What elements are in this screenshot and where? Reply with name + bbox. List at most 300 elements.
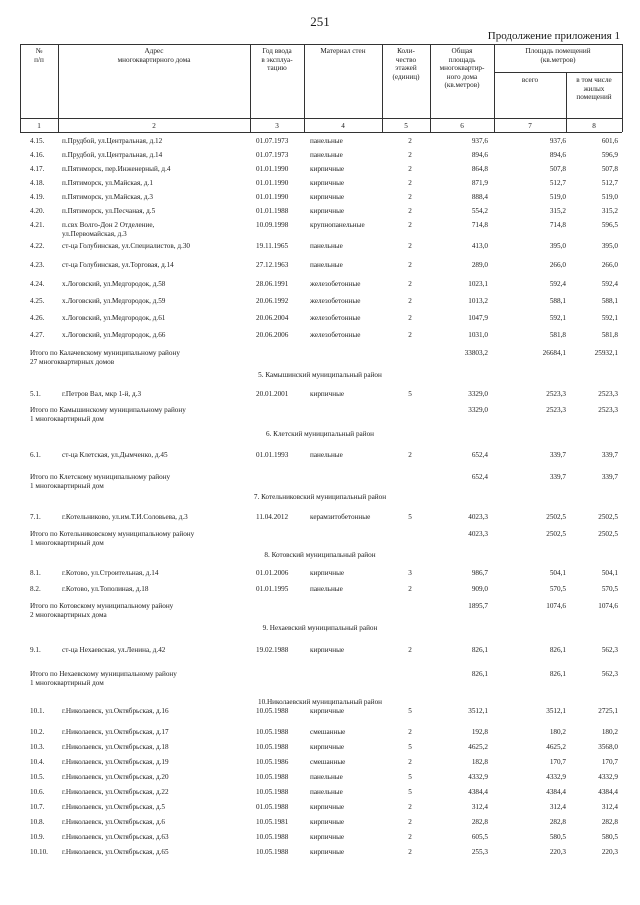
col-border <box>622 44 623 132</box>
total-premises-living: 339,7 <box>601 473 618 481</box>
row-premises-living: 4332,9 <box>598 773 618 781</box>
row-floors: 2 <box>408 728 412 736</box>
row-premises-living: 180,2 <box>601 728 618 736</box>
row-number: 10.7. <box>30 803 45 811</box>
table-row <box>0 743 640 755</box>
row-number: 4.25. <box>30 297 45 305</box>
row-premises-living: 592,4 <box>601 280 618 288</box>
header-year: Год ввода в эксплуа- тацию <box>261 47 293 73</box>
row-premises-all: 220,3 <box>549 848 566 856</box>
premises-sub-rule <box>494 72 622 73</box>
table-row <box>0 818 640 830</box>
column-number: 8 <box>592 122 596 130</box>
row-address: п.свх Волго-Дон 2 Отделение, <box>62 221 155 229</box>
total-premises-all: 826,1 <box>549 670 566 678</box>
row-number: 10.10. <box>30 848 48 856</box>
row-floors: 2 <box>408 803 412 811</box>
district-total-label: Итого по Нехаевскому муниципальному району 1 многоквартирный дом <box>30 670 177 687</box>
row-address: ст-ца Голубинская, ул.Торговая, д.14 <box>62 261 174 269</box>
row-number: 6.1. <box>30 451 41 459</box>
row-address: п.Прудбой, ул.Центральная, д.12 <box>62 137 163 145</box>
row-premises-living: 2725,1 <box>598 707 618 715</box>
row-address: г.Николаевск, ул.Октябрьская, д.17 <box>62 728 169 736</box>
row-year: 10.05.1988 <box>256 707 289 715</box>
row-year: 01.01.1990 <box>256 193 289 201</box>
row-year: 01.07.1973 <box>256 137 289 145</box>
table-row <box>0 585 640 597</box>
total-premises-living: 25932,1 <box>594 349 618 357</box>
row-number: 10.3. <box>30 743 45 751</box>
row-year: 01.07.1973 <box>256 151 289 159</box>
table-row <box>0 451 640 463</box>
row-floors: 2 <box>408 314 412 322</box>
row-material: кирпичные <box>310 207 345 215</box>
row-premises-all: 826,1 <box>549 646 566 654</box>
row-floors: 2 <box>408 193 412 201</box>
row-number: 10.5. <box>30 773 45 781</box>
row-material: кирпичные <box>310 848 345 856</box>
table-row <box>0 728 640 740</box>
row-material: панельные <box>310 151 343 159</box>
row-address: г.Николаевск, ул.Октябрьская, д.16 <box>62 707 169 715</box>
row-number: 4.21. <box>30 221 45 229</box>
row-address: г.Николаевск, ул.Октябрьская, д.18 <box>62 743 169 751</box>
column-number: 7 <box>528 122 532 130</box>
row-year: 19.11.1965 <box>256 242 289 250</box>
row-material: панельные <box>310 585 343 593</box>
row-number: 10.8. <box>30 818 45 826</box>
row-year: 11.04.2012 <box>256 513 289 521</box>
row-premises-all: 339,7 <box>549 451 566 459</box>
row-total-area: 1031,0 <box>468 331 488 339</box>
total-area: 33803,2 <box>464 349 488 357</box>
header-premises-area: Площадь помещений (кв.метров) <box>525 47 591 64</box>
district-total-label: Итого по Калачевскому муниципальному району 27 многоквартирных домов <box>30 349 180 366</box>
row-total-area: 282,8 <box>471 818 488 826</box>
row-year: 10.05.1988 <box>256 848 289 856</box>
row-material: смешанные <box>310 728 346 736</box>
total-premises-all: 2502,5 <box>546 530 566 538</box>
row-year: 10.05.1986 <box>256 758 289 766</box>
total-premises-all: 339,7 <box>549 473 566 481</box>
row-premises-all: 512,7 <box>549 179 566 187</box>
table-row <box>0 242 640 254</box>
row-premises-living: 504,1 <box>601 569 618 577</box>
row-number: 7.1. <box>30 513 41 521</box>
row-material: кирпичные <box>310 179 345 187</box>
row-address: г.Котово, ул.Тополиная, д.18 <box>62 585 149 593</box>
row-floors: 2 <box>408 242 412 250</box>
header-material: Материал стен <box>320 47 366 55</box>
row-material: железобетонные <box>310 280 361 288</box>
row-year: 01.01.1988 <box>256 207 289 215</box>
row-material: кирпичные <box>310 193 345 201</box>
table-row <box>0 788 640 800</box>
row-premises-all: 714,8 <box>549 221 566 229</box>
row-premises-all: 519,0 <box>549 193 566 201</box>
row-material: кирпичные <box>310 165 345 173</box>
row-address: г.Николаевск, ул.Октябрьская, д.19 <box>62 758 169 766</box>
row-premises-all: 4384,4 <box>546 788 566 796</box>
row-floors: 2 <box>408 137 412 145</box>
row-premises-all: 588,1 <box>549 297 566 305</box>
row-premises-living: 339,7 <box>601 451 618 459</box>
row-floors: 2 <box>408 221 412 229</box>
row-number: 10.6. <box>30 788 45 796</box>
row-premises-living: 588,1 <box>601 297 618 305</box>
row-floors: 5 <box>408 707 412 715</box>
district-total-row <box>0 670 640 682</box>
row-premises-living: 519,0 <box>601 193 618 201</box>
row-total-area: 652,4 <box>471 451 488 459</box>
header-total-area: Общая площадь многоквартир- ного дома (кв.метров) <box>439 47 485 90</box>
table-row <box>0 151 640 163</box>
row-premises-living: 220,3 <box>601 848 618 856</box>
row-number: 4.17. <box>30 165 45 173</box>
row-number: 4.23. <box>30 261 45 269</box>
row-premises-living: 312,4 <box>601 803 618 811</box>
district-heading: 5. Камышинский муниципальный район <box>258 371 382 379</box>
district-total-label: Итого по Котовскому муниципальному району 2 многоквартирных дома <box>30 602 174 619</box>
district-heading: 6. Клетский муниципальный район <box>265 430 375 438</box>
district-heading: 9. Нехаевский муниципальный район <box>262 624 378 632</box>
row-total-area: 909,0 <box>471 585 488 593</box>
row-total-area: 888,4 <box>471 193 488 201</box>
row-total-area: 312,4 <box>471 803 488 811</box>
continuation-title: Продолжение приложения 1 <box>487 30 620 42</box>
row-address: п.Пятиморск, ул.Песчаная, д.5 <box>62 207 156 215</box>
row-address: г.Николаевск, ул.Октябрьская, д.63 <box>62 833 169 841</box>
row-premises-living: 570,5 <box>601 585 618 593</box>
total-premises-living: 562,3 <box>601 670 618 678</box>
row-number: 4.19. <box>30 193 45 201</box>
table-row <box>0 773 640 785</box>
row-premises-all: 2502,5 <box>546 513 566 521</box>
column-number: 4 <box>341 122 345 130</box>
row-year: 27.12.1963 <box>256 261 289 269</box>
row-floors: 3 <box>408 569 412 577</box>
row-material: кирпичные <box>310 646 345 654</box>
row-premises-all: 312,4 <box>549 803 566 811</box>
row-number: 4.16. <box>30 151 45 159</box>
row-address: п.Пятиморск, ул.Майская, д.3 <box>62 193 153 201</box>
row-floors: 2 <box>408 818 412 826</box>
row-address: г.Николаевск, ул.Октябрьская, д.5 <box>62 803 166 811</box>
row-address: х.Логовский, ул.Медгородок, д.66 <box>62 331 166 339</box>
row-floors: 2 <box>408 261 412 269</box>
row-floors: 2 <box>408 179 412 187</box>
row-total-area: 182,8 <box>471 758 488 766</box>
row-total-area: 4384,4 <box>468 788 488 796</box>
row-number: 4.18. <box>30 179 45 187</box>
district-heading: 10.Николаевский муниципальный район <box>257 698 383 706</box>
row-material: панельные <box>310 451 343 459</box>
row-premises-living: 170,7 <box>601 758 618 766</box>
row-address: г.Котельниково, ул.им.Т.И.Соловьева, д.3 <box>62 513 188 521</box>
row-total-area: 1047,9 <box>468 314 488 322</box>
row-material: крупнопанельные <box>310 221 365 229</box>
row-material: кирпичные <box>310 390 345 398</box>
table-row <box>0 207 640 219</box>
column-number: 2 <box>152 122 156 130</box>
header-address: Адрес многоквартирного дома <box>117 47 191 64</box>
row-address: г.Петров Вал, мкр 1-й, д.3 <box>62 390 142 398</box>
row-premises-all: 3512,1 <box>546 707 566 715</box>
page-number: 251 <box>310 14 330 29</box>
row-premises-living: 581,8 <box>601 331 618 339</box>
table-row <box>0 803 640 815</box>
row-floors: 2 <box>408 585 412 593</box>
total-area: 3329,0 <box>468 406 488 414</box>
row-floors: 2 <box>408 151 412 159</box>
district-total-label: Итого по Клетскому муниципальному району 1 многоквартирный дом <box>30 473 171 490</box>
row-premises-all: 4625,2 <box>546 743 566 751</box>
row-year: 10.05.1988 <box>256 743 289 751</box>
row-address: х.Логовский, ул.Медгородок, д.58 <box>62 280 166 288</box>
header-bottom-rule <box>20 118 622 119</box>
row-material: кирпичные <box>310 818 345 826</box>
total-area: 1895,7 <box>468 602 488 610</box>
row-total-area: 605,5 <box>471 833 488 841</box>
row-premises-all: 580,5 <box>549 833 566 841</box>
row-total-area: 4023,3 <box>468 513 488 521</box>
row-premises-living: 507,8 <box>601 165 618 173</box>
row-total-area: 714,8 <box>471 221 488 229</box>
table-row <box>0 297 640 309</box>
row-address: п.Пятиморск, ул.Майская, д.1 <box>62 179 153 187</box>
row-total-area: 3329,0 <box>468 390 488 398</box>
table-row <box>0 280 640 292</box>
header-floors: Коли- чество этажей (единиц) <box>392 47 420 81</box>
header-premises-all: всего <box>521 76 539 84</box>
row-total-area: 937,6 <box>471 137 488 145</box>
row-premises-living: 2523,3 <box>598 390 618 398</box>
row-floors: 2 <box>408 848 412 856</box>
row-number: 8.2. <box>30 585 41 593</box>
district-total-label: Итого по Камышинскому муниципальному району 1 многоквартирный дом <box>30 406 186 423</box>
row-number: 5.1. <box>30 390 41 398</box>
row-premises-living: 2502,5 <box>598 513 618 521</box>
row-material: железобетонные <box>310 314 361 322</box>
row-year: 10.05.1988 <box>256 773 289 781</box>
row-premises-living: 266,0 <box>601 261 618 269</box>
row-total-area: 255,3 <box>471 848 488 856</box>
row-number: 4.20. <box>30 207 45 215</box>
row-floors: 2 <box>408 646 412 654</box>
row-floors: 5 <box>408 390 412 398</box>
row-number: 4.26. <box>30 314 45 322</box>
total-premises-living: 2523,3 <box>598 406 618 414</box>
table-row <box>0 165 640 177</box>
row-premises-living: 315,2 <box>601 207 618 215</box>
row-premises-living: 3568,0 <box>598 743 618 751</box>
row-material: железобетонные <box>310 297 361 305</box>
row-premises-all: 570,5 <box>549 585 566 593</box>
row-premises-living: 592,1 <box>601 314 618 322</box>
row-address: г.Николаевск, ул.Октябрьская, д.65 <box>62 848 169 856</box>
total-area: 826,1 <box>471 670 488 678</box>
row-total-area: 871,9 <box>471 179 488 187</box>
col-border <box>304 44 305 132</box>
row-total-area: 1023,1 <box>468 280 488 288</box>
district-total-label: Итого по Котельниковскому муниципальному району 1 многоквартирный дом <box>30 530 195 547</box>
table-row <box>0 331 640 343</box>
row-year: 01.01.2006 <box>256 569 289 577</box>
row-year: 28.06.1991 <box>256 280 289 288</box>
row-year: 19.02.1988 <box>256 646 289 654</box>
row-total-area: 554,2 <box>471 207 488 215</box>
header-top-rule <box>20 44 622 45</box>
row-premises-all: 581,8 <box>549 331 566 339</box>
total-premises-all: 2523,3 <box>546 406 566 414</box>
row-premises-all: 4332,9 <box>546 773 566 781</box>
row-number: 9.1. <box>30 646 41 654</box>
row-premises-living: 512,7 <box>601 179 618 187</box>
row-address: х.Логовский, ул.Медгородок, д.61 <box>62 314 166 322</box>
row-premises-living: 282,8 <box>601 818 618 826</box>
row-material: железобетонные <box>310 331 361 339</box>
row-material: панельные <box>310 788 343 796</box>
table-row <box>0 848 640 860</box>
row-floors: 2 <box>408 833 412 841</box>
row-floors: 5 <box>408 513 412 521</box>
row-address: г.Николаевск, ул.Октябрьская, д.22 <box>62 788 169 796</box>
row-number: 4.15. <box>30 137 45 145</box>
row-address: ст-ца Голубинская, ул.Специалистов, д.30 <box>62 242 191 250</box>
header-no: № п/п <box>34 47 44 64</box>
row-year: 01.05.1988 <box>256 803 289 811</box>
row-year: 20.06.1992 <box>256 297 289 305</box>
row-material: смешанные <box>310 758 346 766</box>
row-total-area: 4625,2 <box>468 743 488 751</box>
total-area: 652,4 <box>471 473 488 481</box>
table-row <box>0 314 640 326</box>
row-material: кирпичные <box>310 833 345 841</box>
district-heading: 7. Котельниковский муниципальный район <box>253 493 387 501</box>
colnum-bottom-rule <box>20 132 622 133</box>
row-premises-all: 592,4 <box>549 280 566 288</box>
row-year: 10.05.1981 <box>256 818 289 826</box>
district-total-row <box>0 349 640 361</box>
row-floors: 2 <box>408 207 412 215</box>
total-premises-all: 26684,1 <box>542 349 566 357</box>
district-total-row <box>0 530 640 542</box>
row-floors: 2 <box>408 165 412 173</box>
row-address: х.Логовский, ул.Медгородок, д.59 <box>62 297 166 305</box>
table-row <box>0 193 640 205</box>
row-address: ст-ца Клетская, ул.Дымченко, д.45 <box>62 451 168 459</box>
row-address: п.Прудбой, ул.Центральная, д.14 <box>62 151 163 159</box>
row-premises-living: 4384,4 <box>598 788 618 796</box>
total-premises-all: 1074,6 <box>546 602 566 610</box>
table-row <box>0 569 640 581</box>
table-row <box>0 513 640 525</box>
column-number: 1 <box>37 122 41 130</box>
row-year: 01.01.1990 <box>256 179 289 187</box>
row-address: п.Пятиморск, пер.Инженерный, д.4 <box>62 165 171 173</box>
row-total-area: 864,8 <box>471 165 488 173</box>
row-material: панельные <box>310 773 343 781</box>
row-total-area: 289,0 <box>471 261 488 269</box>
row-address: г.Котово, ул.Строительная, д.14 <box>62 569 159 577</box>
column-number: 6 <box>460 122 464 130</box>
district-total-row <box>0 602 640 614</box>
row-year: 20.01.2001 <box>256 390 289 398</box>
row-premises-all: 266,0 <box>549 261 566 269</box>
table-row <box>0 261 640 273</box>
row-year: 10.09.1998 <box>256 221 289 229</box>
total-premises-living: 1074,6 <box>598 602 618 610</box>
row-premises-all: 315,2 <box>549 207 566 215</box>
row-floors: 2 <box>408 331 412 339</box>
row-premises-living: 562,3 <box>601 646 618 654</box>
row-premises-living: 596,5 <box>601 221 618 229</box>
table-row <box>0 646 640 658</box>
row-total-area: 3512,1 <box>468 707 488 715</box>
header-premises-living: в том числе жилых помещений <box>576 76 612 102</box>
row-year: 20.06.2004 <box>256 314 289 322</box>
table-row <box>0 221 640 243</box>
row-number: 10.4. <box>30 758 45 766</box>
row-number: 4.22. <box>30 242 45 250</box>
row-number: 4.27. <box>30 331 45 339</box>
row-address: г.Николаевск, ул.Октябрьская, д.20 <box>62 773 169 781</box>
total-area: 4023,3 <box>468 530 488 538</box>
row-number: 8.1. <box>30 569 41 577</box>
row-address: ст-ца Нехаевская, ул.Ленина, д.42 <box>62 646 166 654</box>
row-year: 10.05.1988 <box>256 728 289 736</box>
row-number: 10.9. <box>30 833 45 841</box>
row-material: кирпичные <box>310 569 345 577</box>
row-material: панельные <box>310 137 343 145</box>
table-row <box>0 758 640 770</box>
row-material: керамзитобетонные <box>310 513 371 521</box>
row-material: кирпичные <box>310 803 345 811</box>
row-floors: 5 <box>408 773 412 781</box>
row-total-area: 826,1 <box>471 646 488 654</box>
table-row <box>0 833 640 845</box>
row-floors: 2 <box>408 297 412 305</box>
row-total-area: 894,6 <box>471 151 488 159</box>
district-total-row <box>0 406 640 418</box>
total-premises-living: 2502,5 <box>598 530 618 538</box>
row-year: 10.05.1988 <box>256 833 289 841</box>
row-premises-all: 504,1 <box>549 569 566 577</box>
row-total-area: 986,7 <box>471 569 488 577</box>
row-premises-living: 580,5 <box>601 833 618 841</box>
row-floors: 2 <box>408 280 412 288</box>
row-number: 10.2. <box>30 728 45 736</box>
row-floors: 2 <box>408 758 412 766</box>
row-premises-all: 170,7 <box>549 758 566 766</box>
row-address: г.Николаевск, ул.Октябрьская, д.6 <box>62 818 166 826</box>
row-total-area: 192,8 <box>471 728 488 736</box>
row-address-line2: ул.Первомайская, д.3 <box>62 230 127 238</box>
column-number: 5 <box>404 122 408 130</box>
row-year: 10.05.1988 <box>256 788 289 796</box>
row-number: 4.24. <box>30 280 45 288</box>
row-material: панельные <box>310 261 343 269</box>
row-floors: 5 <box>408 788 412 796</box>
row-premises-all: 507,8 <box>549 165 566 173</box>
row-floors: 2 <box>408 451 412 459</box>
row-premises-all: 592,1 <box>549 314 566 322</box>
table-row <box>0 137 640 149</box>
row-premises-all: 282,8 <box>549 818 566 826</box>
row-premises-all: 180,2 <box>549 728 566 736</box>
row-material: панельные <box>310 242 343 250</box>
row-premises-living: 395,0 <box>601 242 618 250</box>
